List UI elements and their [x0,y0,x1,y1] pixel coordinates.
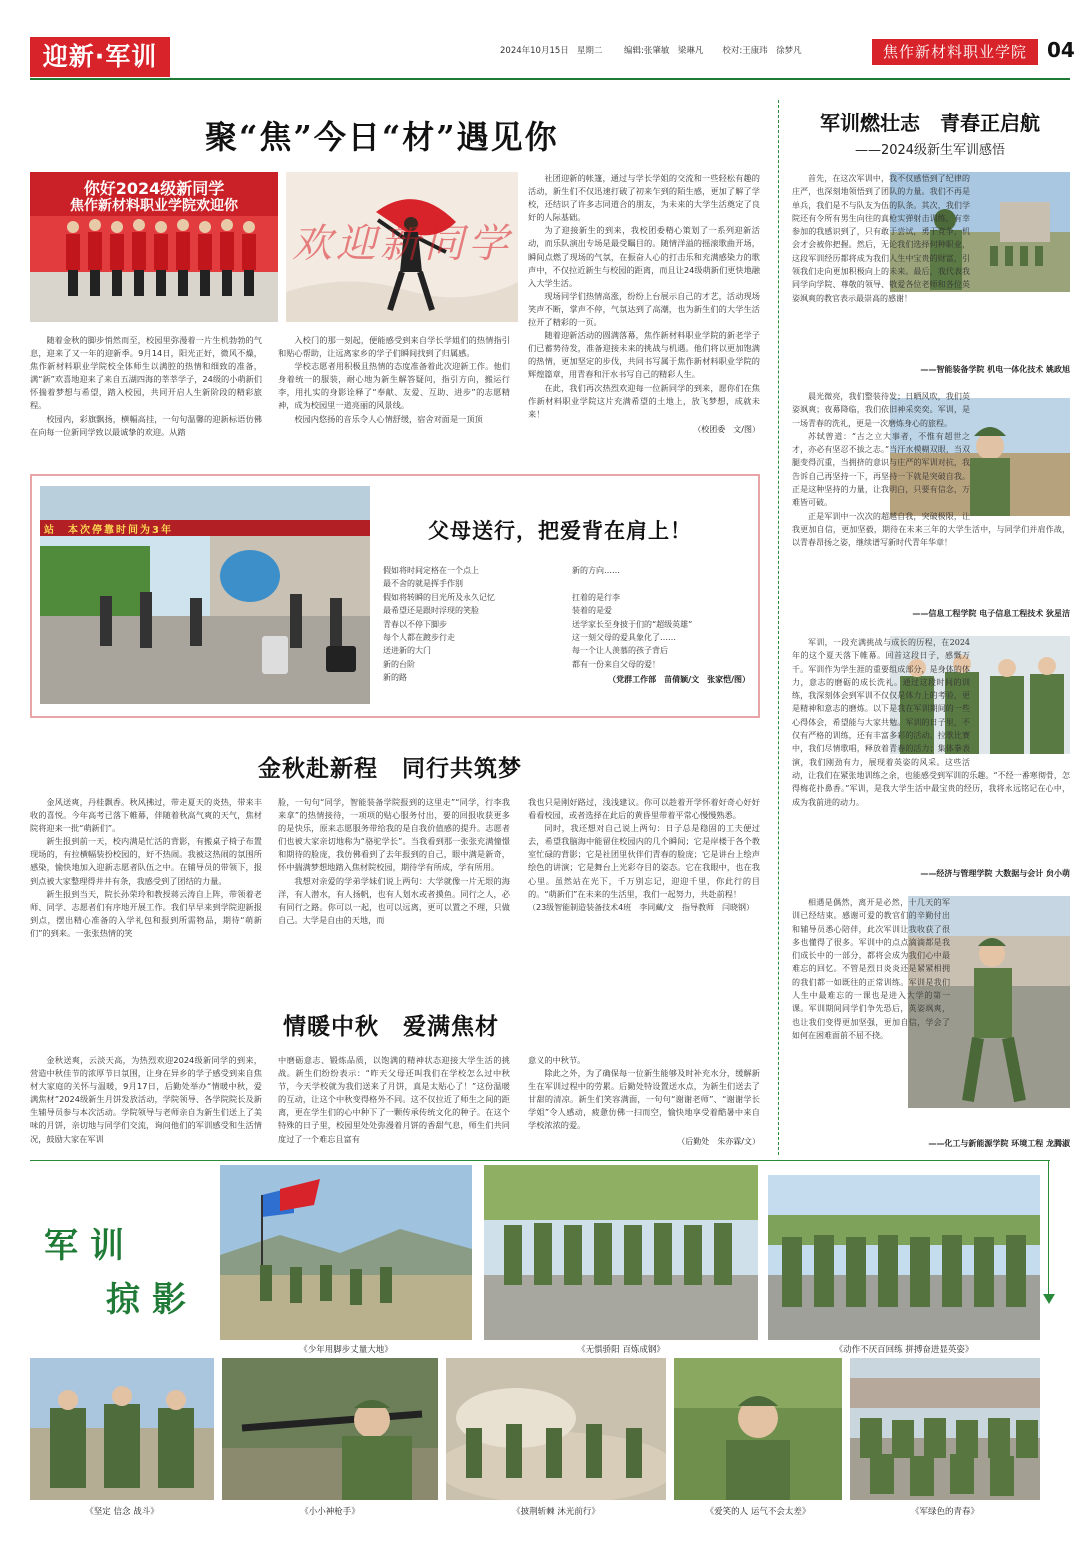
article4-col3-p2: 除此之外，为了确保每一位新生能够及时补充水分，缓解新生在军训过程中的劳累。后勤处特设置送水点，为新生们送去了甘甜的清凉。新生们笑容满面，一句句“谢谢老师”、“谢谢学长学姐”令人感动，疲惫仿佛一扫而空，愉快地享受着酷暑中来自学校浓浓的爱。 [528,1068,760,1131]
article1-title: 聚“焦”今日“材”遇见你 [205,118,559,156]
essay2-p1: 晨光微亮，我们整装待发；日晒风吹，我们英姿飒爽；夜幕降临，我们依旧神采奕奕。军训，是一场青春的洗礼，更是一次磨炼身心的旅程。 [792,392,970,428]
article2-title: 父母送行，把爱背在肩上！ [428,518,692,543]
article1-col3 [528,172,760,444]
gallery-photo-4 [30,1358,214,1500]
essay2-p3: 正是军训中一次次的超越自我，突破极限，让我更加自信，更加坚毅，期待在未来三年的大学生活中，与同学们并肩作战，以青春昂扬之姿，继续谱写新时代青年华章！ [792,511,1070,548]
gallery-photo-1 [220,1165,472,1340]
article1-col1-p1: 随着金秋的脚步悄然而至，校园里弥漫着一片生机勃勃的气息，迎来了又一年的迎新季。9月14日，阳光正好，微风不燥，焦作新材料职业学院校全体师生以满腔的热情和细致的准备，满“新”欢喜地迎来了来自五湖四海的莘莘学子，24级的小萌新们怀揣着梦想与希望，踏入校园，共同开启人生新阶段的精彩旅程。 [30,335,262,411]
article4-col1-p1: 金秋送爽，云淡天高，为热烈欢迎2024级新同学的到来，营造中秋佳节的浓厚节日氛围，让身在异乡的学子感受到来自焦材大家庭的关怀与温暖，9月17日，后勤处举办“情暖中秋，爱满焦材”2024级新生月饼发放活动，学院领导、各学院院长及新生辅导员参与本次活动。学院领导与老师亲自为新生们送上了美味的月饼，亲切地与同学们交流，询问他们的军训感受和生活情况，鼓励大家在军训 [30,1055,262,1144]
essay2-p2: 苏轼曾道：“古之立大事者，不惟有超世之才，亦必有坚忍不拔之志。”当汗水模糊双眼，当双腿变得沉重，当拥挤的意识与庄严的军训对抗，我告诉自己再坚持一下，再坚持一下就是突破自我。正是这种坚持的力量，让我明白，只要有信念，万难皆可破。 [792,431,970,508]
article1-col1-p2: 校园内，彩旗飘扬，横幅高挂，一句句温馨的迎新标语仿佛在向每一位新同学致以最诚挚的欢迎。从踏 [30,413,262,437]
article3-col3 [528,796,760,958]
school-name: 焦作新材料职业学院 [872,39,1038,65]
article4-title: 情暖中秋 爱满焦材 [283,1013,499,1040]
article3-col1-p2: 新生报到前一天，校内满是忙活的背影，有搬桌子椅子布置现场的，有拉横幅装扮校园的，好不热闹。我被这热闹的氛围所感染，愉快地加入迎新志愿者队伍之中。在辅导员的带领下，报到点被大家整理得井井有条，我感受到了团结的力量。 [30,836,262,886]
poem-line: 送进新的大门 [383,646,431,656]
poem-line: 每一个让人羡慕的孩子背后 [572,646,668,656]
poem-line: 扛着的是行李 [572,592,620,602]
article1-col2-p2: 学校志愿者用积极且热情的态度准备着此次迎新工作。他们身着统一的服装，耐心地为新生解答疑问，指引方向，搬运行李，用扎实的身影诠释了“奉献、友爱、互助、进步”的志愿精神，成为校园里一道亮丽的风景线。 [278,361,510,411]
article3-title: 金秋赴新程 同行共筑梦 [258,755,522,782]
article1-col1 [30,334,262,446]
article3-col1-p3: 新生报到当天，院长孙荣玲和教授蒋云涛自上阵，带领着老师、同学、志愿者们有序地开展工作。我们早早来到学院迎新报到点，摆出精心准备的入学礼包和报到所需物品，期待“萌新们”的到来。一张张热情的笑 [30,888,262,938]
article3-col2-p2: 我想对亲爱的学弟学妹们说上两句：大学就像一片无垠的海洋，有人潜水，有人扬帆，也有人划水或者摸鱼。同行之人，必有同行之路。你可以一起，也可以远离，更可以置之不理，只做自己。大学是自由的天地，而 [278,875,510,925]
banner-text-2: 焦作新材料职业学院欢迎你 [70,198,238,214]
article3-col2 [278,796,510,958]
poem-line: 每个人都在踱步行走 [383,633,455,643]
gallery-title-line2: 掠影 [106,1280,198,1320]
article4-byline: （后勤处 朱亦霖/文） [677,1136,760,1146]
article4-col2-p1: 中磨砺意志、锻炼品质，以饱满的精神状态迎接大学生活的挑战。新生们纷纷表示：“昨天父母还叫我们在学校怎么过中秋节，今天学校就为我们送来了月饼，真是太贴心了！”这份温暖的互动，让这个中秋变得格外不同。这不仅拉近了师生之间的距离，更在学生们的心中种下了一颗传承传统文化的种子。在这个特殊的日子里，校园里处处弥漫着月饼的香甜气息，师生们共同度过了一个难忘且富有 [278,1055,510,1144]
gallery-arrow-icon [1043,1294,1055,1304]
essay4-signature: ——化工与新能源学院 环境工程 龙腾淑 [928,1139,1070,1148]
sidebar-subtitle: ——2024级新生军训感悟 [854,143,1006,158]
gallery-caption-8: 《军绿色的青春》 [910,1507,979,1517]
article1-col3-p1: 社团迎新的帐篷，通过与学长学姐的交流和一些轻松有趣的活动，新生们不仅迅速打破了初来乍到的陌生感，更加了解了学校，还结识了许多志同道合的朋友，为未来的大学生活奠定了良好的人际基础。 [528,173,760,223]
gallery-title [44,1218,214,1318]
essay2-text [792,390,1070,602]
header-rule [30,78,1070,80]
article3-col2-p1: 脸，一句句“同学，智能装备学院报到的这里走”“同学，行李我来拿”的热情接待，一项项的贴心服务付出，要的回报收获更多的是快乐，原来志愿服务带给我的是自我价值感的提升。志愿者们也被大家亲切地称为“骆驼学长”。当我看到那一张张充满憧憬和期待的脸庞，我仿佛看到了去年报到的自己，眼中满是新奇，怀中揣满梦想地踏入焦材院校园，期待学有所成，学有所用。 [278,797,510,873]
gallery-photo-8 [850,1358,1040,1500]
article1-col3-p3: 现场同学们热情高涨，纷纷上台展示自己的才艺，活动现场笑声不断，掌声不停，气氛达到了高潮，也为新生们的大学生活拉开了精彩的一页。 [528,290,760,328]
gallery-caption-6: 《披荆斩棘 沐光前行》 [512,1507,600,1517]
poem-line: 假如将转瞬的目光所及永久记忆 [383,592,495,602]
essay1-p1: 首先，在这次军训中，我不仅感悟到了纪律的庄严，也深刻地领悟到了团队的力量。我们不再是单兵，我们是不与队友为伍的队条。其次，我们学院还有令所有男生向往的真枪实弹射击训练，有幸参加的我感识到了，只有敢于尝试，勇于竞争，机会才会被你把握。然后，无论我们选择何种职业，这段军训经历都将成为我们人生中宝贵的财富，引领我们走向更加积极向上的未来。最后，我代表我同学向学院、尊敬的领导、敬爱各位老师和各位英姿飒爽的教官表示最崇高的感谢！ [792,174,970,303]
welcome-dance-photo [286,172,518,322]
article1-col2-p3: 校园内悠扬的音乐令人心情舒缓，宿舍对面是一顶顶 [294,413,483,424]
page-number: 04 [1047,38,1075,62]
article2-byline: （党群工作部 苗倩颖/文 张家恺/图） [608,674,750,685]
article1-col2 [278,334,510,446]
poem-line: 青春以不停下脚步 [383,619,447,629]
gallery-photo-3 [768,1175,1040,1340]
poem-line: 送学家长至身披于们的“超级英雄” [572,619,693,629]
article2-poem-col1 [383,564,563,685]
dance-photo-text: 欢迎新同学 [292,221,512,267]
essay3-p1: 军训，一段充满挑战与成长的历程，在2024年的这个夏天落下帷幕。回首这段日子，感慨万千。军训作为学生涯的重要组成部分，是身体的体力，意志的磨砺的成长洗礼。通过这段时间的训练，我深刻体会到军训不仅仅是体力上的考验，更是精神和意志的磨炼。以下是我在军训期间的一些心得体会，希望能与大家共勉。军训的日子里，不仅有严格的训练，还有丰富多彩的活动。拉歌比赛中，我们尽情歌唱，释放着青春的活力；集体拳表演，我们刚劲有力，展现着英姿的风采。这些活动，让我们在紧张地训练之余，也能感受到军训的乐趣。“不经一番寒彻骨，怎得梅花扑鼻香。”军训，是我大学生活中最宝贵的经历，我将永远铭记在心中，成为我前进的动力。 [792,638,1070,807]
essay3-text [792,636,1070,864]
banner-text-1: 你好2024级新同学 [83,179,225,198]
poem-line: 这一刻父母的爱具象化了…… [572,633,676,643]
article1-col2-p1: 入校门的那一刻起，便能感受到来自学长学姐们的热情指引和贴心帮助，让远离家乡的学子们瞬间找到了归属感。 [278,335,510,359]
sidebar-divider [778,100,779,1155]
poem-line: 新的台阶 [383,659,415,669]
essay1-text [792,172,1070,372]
sidebar-title: 军训燃壮志 青春正启航 [820,111,1040,135]
section-tag [30,37,170,77]
gallery-photo-7 [674,1358,842,1500]
issue-weekday: 星期二 [576,46,603,56]
gallery-caption-4: 《坚定 信念 战斗》 [85,1507,159,1517]
gallery-photo-2 [484,1165,758,1340]
section-tag-label: 迎新·军训 [42,42,158,71]
poem-line: 新的路 [383,673,407,683]
article1-col3-p4: 随着迎新活动的圆满落幕，焦作新材料职业学院的新老学子们已蓄势待发，准备迎接未来的挑战与机遇。他们将以更加饱满的热情，更加坚定的步伐，共同书写属于焦作新材料职业学院的辉煌篇章，用青春和汗水书写自己的精彩人生。 [528,330,760,380]
article3-col1 [30,796,262,958]
gallery-photo-6 [446,1358,666,1500]
gallery-frame-right [1048,1160,1049,1300]
essay2-signature: ——信息工程学院 电子信息工程技术 狄星洁 [912,609,1070,618]
header-info [500,44,802,56]
article4-col2 [278,1054,510,1150]
gallery-caption-7: 《爱笑的人 运气不会太差》 [705,1507,811,1517]
article4-col3-p1: 意义的中秋节。 [528,1055,586,1065]
gallery-caption-5: 《小小神枪手》 [300,1507,360,1517]
article3-col1-p1: 金风送爽，丹桂飘香。秋风拂过，带走夏天的炎热，带来丰收的喜悦。今年高考已落下帷幕，伴随着秋高气爽的天气，焦材院将迎来一批“萌新们”。 [30,797,262,834]
essay1-signature: ——智能装备学院 机电一体化技术 姚政旭 [920,365,1070,374]
essay4-text [792,896,1070,1132]
editors: 编辑:张肇敏 梁琳凡 [624,46,704,56]
welcome-banner-photo [30,172,278,322]
poem-line: 假如将时间定格在一个点上 [383,566,479,575]
article4-col3 [528,1054,760,1150]
proofreaders: 校对:王康玮 徐梦凡 [722,46,802,56]
essay3-signature: ——经济与管理学院 大数据与会计 贠小萌 [920,869,1070,878]
article1-col3-p5: 在此，我们再次热烈欢迎每一位新同学的到来，愿你们在焦作新材料职业学院这片充满希望的土地上，放飞梦想，成就未来！ [528,382,760,419]
poem-line: 新的方向…… [572,566,620,575]
poem-line: 都有一份来自父母的爱！ [572,659,660,669]
gallery-photo-5 [222,1358,438,1500]
gallery-frame-line [30,1160,1050,1161]
parents-send-off-photo [40,486,370,704]
gallery-caption-3: 《动作不厌百回练 拼搏奋进显英姿》 [834,1345,974,1355]
issue-date: 2024年10月15日 [500,46,569,56]
poem-line: 最希望还是跟时浮现的笑脸 [383,606,479,616]
gallery-caption-1: 《少年用脚步丈量大地》 [299,1345,393,1355]
article1-byline: （校团委 文/图） [693,424,760,434]
article4-col1 [30,1054,262,1150]
article1-col3-p2: 为了迎接新生的到来，我校团委精心策划了一系列迎新活动，而乐队演出专场是最受瞩目的。随情洋溢的摇滚歌曲开场，瞬间点燃了现场的气氛，在振奋人心的打击乐和充满感染力的歌声中，不仅拉近新生与校园的距离，而且让24级萌新们更快地融入大学生活。 [528,225,760,288]
poem-line: 装着的是爱 [572,606,612,616]
article3-col3-p1: 我也只是刚好路过，浅浅建议。你可以趁着开学怀着好奇心好好看看校园，或者选择在此后的黄昏里带着平常心慢慢熟悉。 [528,797,760,821]
station-sign-text: 站 本次停靠时间为3年 [44,525,173,536]
poem-line: 最不舍的就是挥手作别 [383,579,463,589]
article3-byline: （23级智能制造装备技术4班 李同藏/文 指导教师 闫晓钢） [528,902,754,912]
article3-col3-p2: 同时，我还想对自己说上两句：日子总是稳固的工夫便过去，希望我脑海中能留住校园内的几个瞬间；它是岸楼于各个教室忙碌的背影；它是社团里伙伴们青春的脸庞；它是讲台上绘声绘色的讲演；它是舞台上光彩夺目的姿态。它在我眼中，也在我心里。虽然站在光下，千万别忘记，迎迎千里，你此行的目的。“萌新们”在未来的生活里，我们一起努力，共赴前程！ [528,823,760,899]
gallery-title-line1: 军训 [44,1226,136,1266]
essay4-p1: 相遇是偶然，离开是必然，十几天的军训已经结束。感谢可爱的教官们的辛勤付出和辅导员悉心陪伴，此次军训让我收获了很多也懂得了很多。军训中的点点滴滴都是我们成长中的一部分，都将会成为我们心中最难忘的回忆。不管是烈日炎炎还是紧紧相拥的我们都一如既往的正常训练。军训是我们人生中最难忘的一课也是进入大学的第一课。军训期间同学们争先恐后，英姿飒爽，也让我们变得更加坚强，更加自信，学会了如何在困难面前不屈不挠。 [792,898,950,1040]
article2-poem-col2 [572,564,750,687]
gallery-caption-2: 《无惧骄阳 百炼成钢》 [577,1345,665,1355]
